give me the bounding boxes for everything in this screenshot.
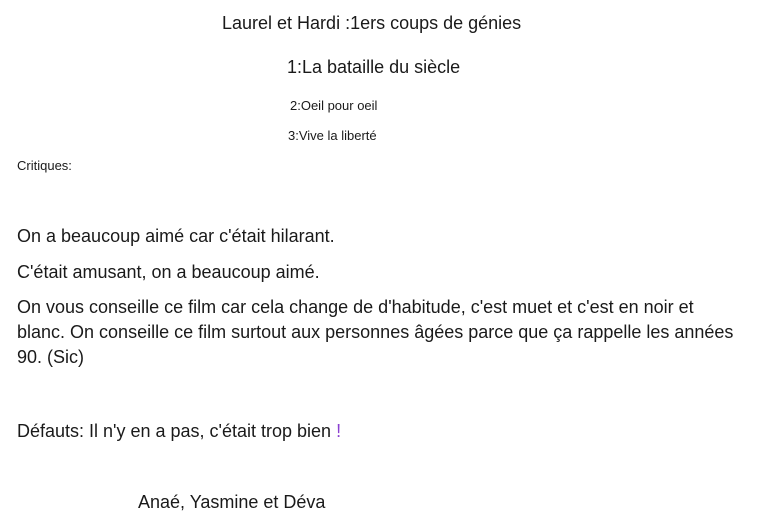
exclamation-mark: !	[336, 421, 342, 441]
defects-paragraph	[17, 419, 341, 444]
document-title: Laurel et Hardi :1ers coups de génies	[222, 13, 522, 33]
part-title-1: 1:La bataille du siècle	[287, 57, 461, 77]
review-paragraph-3: On vous conseille ce film car cela change de d'habitude, c'est muet et c'est en noir et blanc. On conseille ce film surtout aux personnes âgées parce que ça rappelle les années 90. (Sic)	[17, 297, 734, 367]
authors-signature: Anaé, Yasmine et Déva	[138, 492, 326, 512]
review-paragraph-1: On a beaucoup aimé car c'était hilarant.	[17, 226, 335, 246]
defects-text: Défauts: Il n'y en a pas, c'était trop bien	[17, 421, 337, 441]
review-paragraph-2: C'était amusant, on a beaucoup aimé.	[17, 262, 320, 282]
part-title-3: 3:Vive la liberté	[288, 128, 377, 143]
part-title-2: 2:Oeil pour oeil	[290, 98, 378, 113]
critiques-label: Critiques:	[17, 158, 72, 173]
